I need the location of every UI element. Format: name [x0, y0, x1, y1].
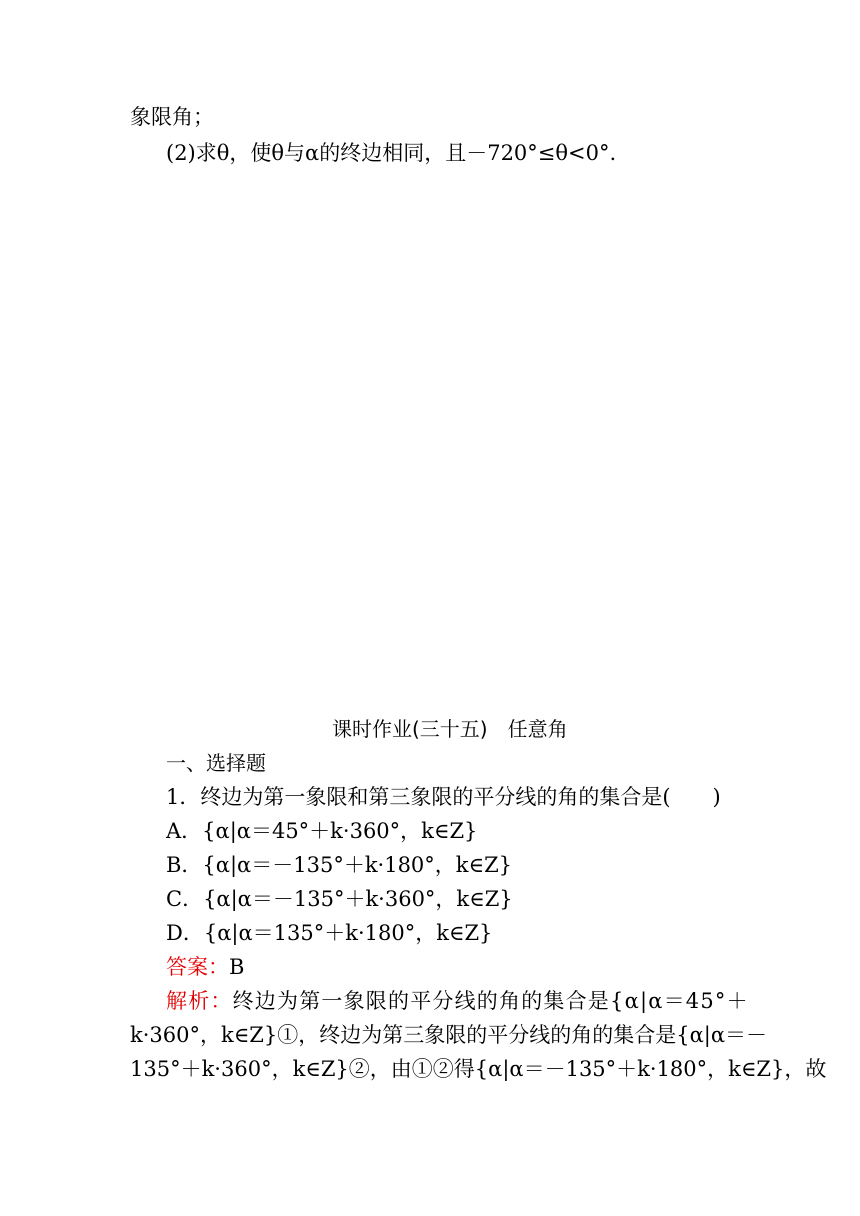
- homework-title: 课时作业(三十五) 任意角: [332, 717, 568, 741]
- text-line-prev-question-part2: (2)求θ，使θ与α的终边相同，且－720°≤θ<0°.: [166, 141, 617, 165]
- section-heading: 一、选择题: [166, 751, 266, 775]
- question-stem: 1．终边为第一象限和第三象限的平分线的角的集合是( ): [166, 785, 721, 809]
- answer-line: [166, 952, 244, 982]
- option-a: A．{α|α＝45°＋k·360°，k∈Z}: [166, 819, 478, 843]
- analysis-line-2: k·360°，k∈Z}①，终边为第三象限的平分线的角的集合是{α|α＝－: [130, 1023, 768, 1047]
- option-d: D．{α|α＝135°＋k·180°，k∈Z}: [166, 921, 493, 945]
- option-c: C．{α|α＝－135°＋k·360°，k∈Z}: [166, 887, 513, 911]
- analysis-text-1: 终边为第一象限的平分线的角的集合是{α|α＝45°＋: [232, 989, 749, 1013]
- text-line-prev-question-end: 象限角；: [130, 105, 214, 129]
- answer-value: B: [229, 955, 245, 979]
- analysis-label: 解析：: [166, 989, 233, 1013]
- analysis-line-3: 135°＋k·360°，k∈Z}②，由①②得{α|α＝－135°＋k·180°，k∈Z}，故: [130, 1057, 827, 1081]
- option-b: B．{α|α＝－135°＋k·180°，k∈Z}: [166, 853, 513, 877]
- analysis-line-1: [166, 986, 749, 1016]
- answer-label: 答案：: [166, 955, 229, 979]
